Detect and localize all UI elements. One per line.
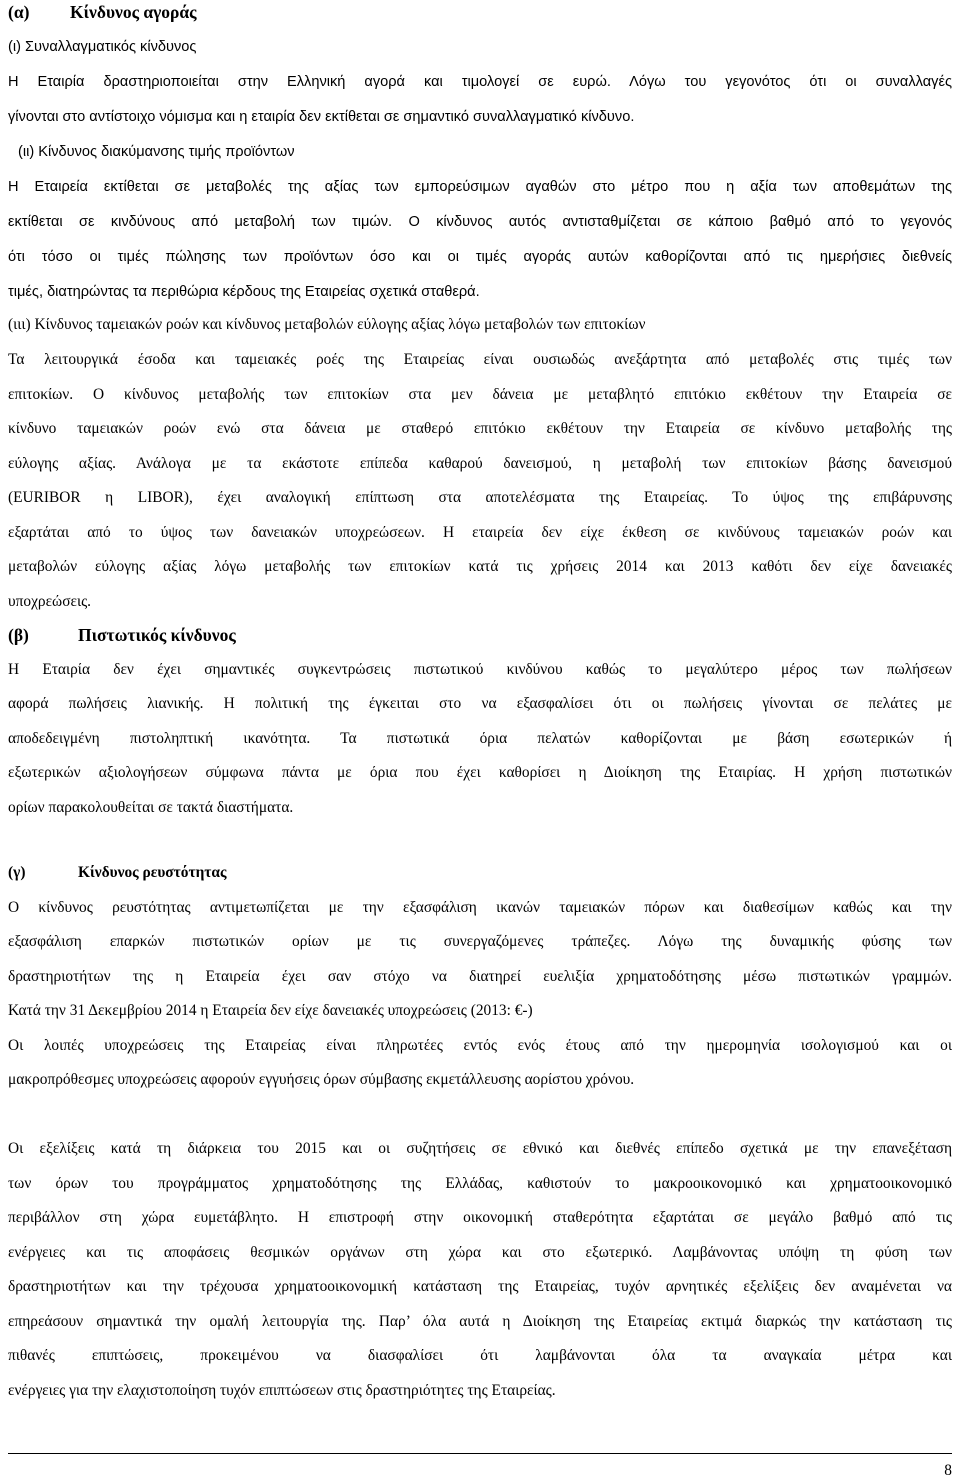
paragraph-line: εξωτερικών αξιολογήσεων σύμφωνα πάντα με όρια που έχει καθορίσει η Διοίκηση της Εταιρίας. Η χρήση πιστωτικών <box>8 764 952 781</box>
paragraph-line: Η Εταιρία δεν έχει σημαντικές συγκεντρώσεις πιστωτικού κινδύνου καθώς το μεγαλύτερο μέρος των πωλήσεων <box>8 661 952 678</box>
section-c-title: Κίνδυνος ρευστότητας <box>78 864 227 881</box>
paragraph-line: ότι τόσο οι τιμές πώλησης των προϊόντων όσο και οι τιμές αγοράς αυτών καθορίζονται από τις ημερήσιες διεθνείς <box>8 249 952 265</box>
subsection-title-1: (ι) Συναλλαγματικός κίνδυνος <box>8 39 197 55</box>
section-c-label: (γ) <box>8 864 26 881</box>
paragraph-line: εξαρτάται από το ύψος των δανειακών υποχρεώσεων. Η εταιρεία δεν είχε έκθεση σε κινδύνους ταμειακών ροών και <box>8 524 952 541</box>
subsection-title-2: (ιι) Κίνδυνος διακύμανσης τιμής προϊόντων <box>18 144 295 160</box>
paragraph-line: Οι εξελίξεις κατά τη διάρκεια του 2015 και οι συζητήσεις σε εθνικό και διεθνές επίπεδο σχετικά με την επανεξέταση <box>8 1140 952 1157</box>
paragraph-line: δραστηριοτήτων της η Εταιρεία έχει σαν στόχο να διατηρεί ευελιξία χρηματοδότησης μέσω πιστωτικών γραμμών. <box>8 968 952 985</box>
paragraph-line: γίνονται στο αντίστοιχο νόμισμα και η εταιρία δεν εκτίθεται σε σημαντικό συναλλαγματικό κίνδυνο. <box>8 109 635 125</box>
paragraph-line: Η Εταιρία δραστηριοποιείται στην Ελληνική αγορά και τιμολογεί σε ευρώ. Λόγω του γεγονότος ότι οι συναλλαγές <box>8 74 952 90</box>
paragraph-line: μεταβολών εύλογης αξίας λόγω μεταβολής των επιτοκίων κατά τις χρήσεις 2014 και 2013 καθότι δεν είχε δανειακές <box>8 558 952 575</box>
footer-divider <box>8 1453 952 1454</box>
paragraph-line: πιθανές επιπτώσεις, προκειμένου να διασφαλίσει ότι λαμβάνονται όλα τα αναγκαία μέτρα και <box>8 1347 952 1364</box>
paragraph-line: περιβάλλον στη χώρα ευμετάβλητο. Η επιστροφή στην οικονομική σταθερότητα εξαρτάται σε μεγάλο βαθμό από τις <box>8 1209 952 1226</box>
paragraph-line: μακροπρόθεσμες υποχρεώσεις αφορούν εγγυήσεις όρων σύμβασης εκμετάλλευσης αορίστου χρόνου. <box>8 1071 635 1088</box>
section-a-label: (α) <box>8 2 30 22</box>
paragraph-line: επιτοκίων. Ο κίνδυνος μεταβολής των επιτοκίων στα μεν δάνεια με μεταβλητό επιτόκιο εκθέτουν την Εταιρεία σε <box>8 386 952 403</box>
paragraph-line: (EURIBOR η LIBOR), έχει αναλογική επίπτωση στα αποτελέσματα της Εταιρείας. Το ύψος της επιβάρυνσης <box>8 489 952 506</box>
paragraph-line: ορίων παρακολουθείται σε τακτά διαστήματα. <box>8 799 294 816</box>
paragraph-line: δραστηριοτήτων και την τρέχουσα χρηματοοικονομική κατάσταση της Εταιρείας, τυχόν αρνητικές εξελίξεις δεν αναμένεται να <box>8 1278 952 1295</box>
paragraph-line: εκτίθεται σε κινδύνους από μεταβολή των τιμών. Ο κίνδυνος αυτός αντισταθμίζεται σε κάποιο βαθμό από το γεγονός <box>8 214 952 230</box>
section-b-heading <box>8 625 952 645</box>
paragraph-line: εξασφάλιση επαρκών πιστωτικών ορίων με τις συνεργαζόμενες τράπεζες. Λόγω της δυναμικής φύσης των <box>8 933 952 950</box>
paragraph-line: ενέργειες και τις αποφάσεις θεσμικών οργάνων στη χώρα και στο εξωτερικό. Λαμβάνοντας υπόψη τη φύση των <box>8 1244 952 1261</box>
section-c-heading <box>8 863 952 883</box>
paragraph-line: Η Εταιρεία εκτίθεται σε μεταβολές της αξίας των εμπορεύσιμων αγαθών στο μέτρο που η αξία των αποθεμάτων της <box>8 179 952 195</box>
paragraph-line: Οι λοιπές υποχρεώσεις της Εταιρείας είναι πληρωτέες εντός ενός έτους από την ημερομηνία ισολογισμού και οι <box>8 1037 952 1054</box>
paragraph-line: ενέργειες για την ελαχιστοποίηση τυχόν επιπτώσεων στις δραστηριότητες της Εταιρείας. <box>8 1382 556 1399</box>
paragraph-line: αφορά πωλήσεις λιανικής. Η πολιτική της έγκειται στο να εξασφαλίσει ότι οι πωλήσεις γίνονται σε πελάτες με <box>8 695 952 712</box>
paragraph-line: εύλογης αξίας. Ανάλογα με τα εκάστοτε επίπεδα καθαρού δανεισμού, η μεταβολή των επιτοκίων βάσης δανεισμού <box>8 455 952 472</box>
section-a-heading <box>8 2 952 22</box>
section-a-title: Κίνδυνος αγοράς <box>70 2 197 22</box>
subsection-title-3: (ιιι) Κίνδυνος ταμειακών ροών και κίνδυνος μεταβολών εύλογης αξίας λόγω μεταβολών των επιτοκίων <box>8 316 646 333</box>
paragraph-line: επηρεάσουν σημαντικά την ομαλή λειτουργία της. Παρ’ όλα αυτά η Διοίκηση της Εταιρείας εκτιμά διαρκώς την κατάσταση τις <box>8 1313 952 1330</box>
paragraph-line: υποχρεώσεις. <box>8 593 92 610</box>
section-b-title: Πιστωτικός κίνδυνος <box>78 625 236 645</box>
paragraph-line: των όρων του προγράμματος χρηματοδότησης της Ελλάδας, καθιστούν το μακροοικονομικό και χρηματοοικονομικό <box>8 1175 952 1192</box>
section-b-label: (β) <box>8 625 29 645</box>
paragraph-line: αποδεδειγμένη πιστοληπτική ικανότητα. Τα πιστωτικά όρια πελατών καθορίζονται με βάση εσωτερικών ή <box>8 730 952 747</box>
paragraph-line: Τα λειτουργικά έσοδα και ταμειακές ροές της Εταιρείας είναι ουσιωδώς ανεξάρτητα από μεταβολές στις τιμές των <box>8 351 952 368</box>
paragraph-line: Κατά την 31 Δεκεμβρίου 2014 η Εταιρεία δεν είχε δανειακές υποχρεώσεις (2013: €-) <box>8 1002 533 1019</box>
paragraph-line: κίνδυνο ταμειακών ροών ενώ στα δάνεια με σταθερό επιτόκιο εκθέτουν την Εταιρεία σε κίνδυνο μεταβολής της <box>8 420 952 437</box>
paragraph-line: Ο κίνδυνος ρευστότητας αντιμετωπίζεται με την εξασφάλιση ικανών ταμειακών πόρων και διαθεσίμων καθώς και την <box>8 899 952 916</box>
page-number: 8 <box>944 1462 952 1479</box>
paragraph-line: τιμές, διατηρώντας τα περιθώρια κέρδους της Εταιρείας σχετικά σταθερά. <box>8 284 480 300</box>
